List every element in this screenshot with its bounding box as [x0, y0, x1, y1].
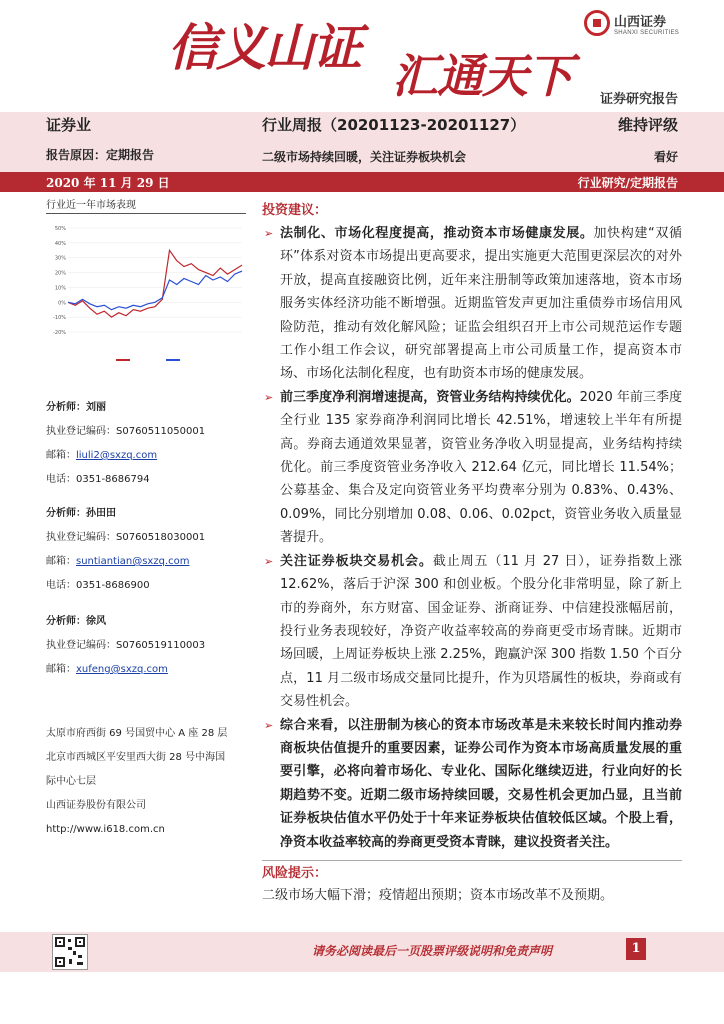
chart-y-tick: -20%	[53, 330, 66, 336]
chart-y-tick: -10%	[53, 315, 66, 322]
analyst-email-link[interactable]: liuli2@sxzq.com	[76, 450, 158, 461]
address-line: 北京市西城区平安里西大街 28 号中海国	[46, 752, 226, 763]
outlook: 看好	[653, 150, 678, 164]
risk-text: 二级市场大幅下滑；疫情超出预期；资本市场改革不及预期。	[262, 887, 614, 903]
market-chart	[46, 220, 246, 370]
arrow-bullet-icon: ➢	[264, 718, 274, 732]
chart-title: 行业近一年市场表现	[46, 196, 246, 214]
analyst-email-link[interactable]: suntiantian@sxzq.com	[76, 556, 190, 567]
analyst-block-3	[46, 610, 246, 682]
header-banner	[0, 0, 724, 112]
chart-series-line-0	[68, 250, 242, 317]
analyst-name: 分析师：徐风	[46, 616, 106, 627]
company-address	[46, 722, 246, 842]
analyst-block-2	[46, 502, 246, 598]
analyst-block-1	[46, 396, 246, 492]
analyst-name: 分析师：孙田田	[46, 508, 116, 519]
chart-y-tick: 30%	[54, 255, 66, 262]
logo-en: SHANXI SECURITIES	[614, 29, 680, 36]
chart-y-tick: 40%	[54, 240, 66, 247]
email-label: 邮箱：	[46, 556, 76, 567]
bullet-text: 加快构建“双循环”体系对资本市场提出更高要求，提出实施更大范围更深层次的对外开放，提高直接融资比例，近年来注册制等政策加速落地，资本市场服务实体经济功能不断增强。近期监管发声更加注重债券市场信用风险防范，推动有效化解风险；证监会组织召开上市公司规范运作专题工作小组工作会议，研究部署提高上市公司质量工作，提高资本市场、市场化法制化程度，也有助资本市场的健康发展。	[280, 226, 682, 382]
analyst-phone: 电话：0351-8686900	[46, 580, 150, 591]
bullet-item	[262, 222, 682, 386]
address-line: 际中心七层	[46, 776, 96, 787]
analyst-license: 执业登记编码：S0760511050001	[46, 426, 206, 437]
bullet-bold: 关注证券板块交易机会。	[280, 553, 433, 569]
bullet-item	[262, 386, 682, 550]
bullet-text: 截止周五（11 月 27 日），证券指数上涨 12.62%，落后于沪深 300 和创业板。个股分化非常明显，除了新上市的券商外，东方财富、国金证券、浙商证券、中信建投涨幅居前，投行业务表现较好，净资产收益率较高的券商更受市场青睐。近期市场回暖，上周证券板块上涨 2.25%，跑赢沪深 300 指数 1.50 个百分点，11 月二级市场成交量同比提升，作为贝塔属性的板块，券商或有交易性机会。	[280, 553, 682, 710]
analyst-name: 分析师：刘丽	[46, 402, 106, 413]
disclaimer: 请务必阅读最后一页股票评级说明和免责声明	[312, 944, 553, 958]
report-title: 行业周报（20201123-20201127）	[262, 116, 526, 134]
chart-y-tick: 50%	[54, 226, 66, 232]
arrow-bullet-icon: ➢	[264, 390, 274, 404]
chart-series-line-1	[68, 271, 242, 310]
report-category: 行业研究/定期报告	[577, 176, 678, 190]
address-line: 太原市府西街 69 号国贸中心 A 座 28 层	[46, 728, 228, 739]
invest-heading: 投资建议：	[262, 203, 328, 218]
analyst-license: 执业登记编码：S0760519110003	[46, 640, 206, 651]
logo-cn: 山西证券	[614, 14, 667, 30]
bullet-bold: 前三季度净利润增速提高，资管业务结构持续优化。	[280, 389, 580, 405]
analyst-phone: 电话：0351-8686794	[46, 474, 150, 485]
bullet-text: 2020 年前三季度全行业 135 家券商净利润同比增长 42.51%，增速较上半年有所提高。券商去通道效果显著，资管业务净收入明显提高，业务结构持续优化。前三季度资管业务净收入 212.64 亿元，同比增长 11.54%；公募基金、集合及定向资管业务平均费率分别为 0.83%、0.43%、0.09%，同比分别增加 0.08、0.06、0.02pct，资管业务收入质量显著提升。	[280, 389, 682, 546]
slogan-right: 汇通天下	[392, 49, 572, 103]
arrow-bullet-icon: ➢	[264, 227, 274, 240]
bullet-item	[262, 550, 682, 714]
bullet-bold: 法制化、市场化程度提高，推动资本市场健康发展。	[280, 226, 594, 241]
page-number: 1	[626, 938, 646, 960]
sidebar	[46, 196, 246, 370]
report-subtitle: 二级市场持续回暖，关注证券板块机会	[262, 150, 467, 164]
company-logo	[584, 10, 679, 36]
risk-heading: 风险提示：	[262, 860, 682, 885]
main-content	[262, 200, 682, 907]
logo-mark-icon	[584, 10, 610, 36]
chart-y-tick: 10%	[54, 285, 66, 292]
company-url[interactable]: http://www.i618.com.cn	[46, 824, 165, 835]
report-date: 2020 年 11 月 29 日	[46, 176, 170, 190]
email-label: 邮箱：	[46, 664, 76, 675]
market-chart-svg	[46, 220, 246, 370]
email-label: 邮箱：	[46, 450, 76, 461]
qr-code-icon	[52, 934, 88, 970]
chart-y-tick: 0%	[58, 300, 66, 307]
analyst-license: 执业登记编码：S0760518030001	[46, 532, 206, 543]
bullet-bold: 综合来看，以注册制为核心的资本市场改革是未来较长时间内推动券商板块估值提升的重要因素，证券公司作为资本市场高质量发展的重要引擎，必将向着市场化、专业化、国际化继续迈进，行业向好的长期趋势不变。近期二级市场持续回暖，交易性机会更加凸显，且当前证券板块估值水平仍处于十年来证券板块估值较低区域。个股上看，净资本收益率较高的券商更受资本青睐，建议投资者关注。	[280, 717, 682, 850]
arrow-bullet-icon: ➢	[264, 554, 274, 568]
sector: 证券业	[46, 116, 92, 134]
slogan-left: 信义山证	[168, 18, 360, 77]
report-reason: 报告原因：定期报告	[46, 148, 155, 162]
bullet-item	[262, 714, 682, 854]
report-type: 证券研究报告	[599, 92, 678, 107]
rating: 维持评级	[617, 116, 678, 134]
company-name: 山西证券股份有限公司	[46, 800, 146, 811]
chart-y-tick: 20%	[54, 270, 66, 277]
analyst-email-link[interactable]: xufeng@sxzq.com	[76, 664, 168, 675]
